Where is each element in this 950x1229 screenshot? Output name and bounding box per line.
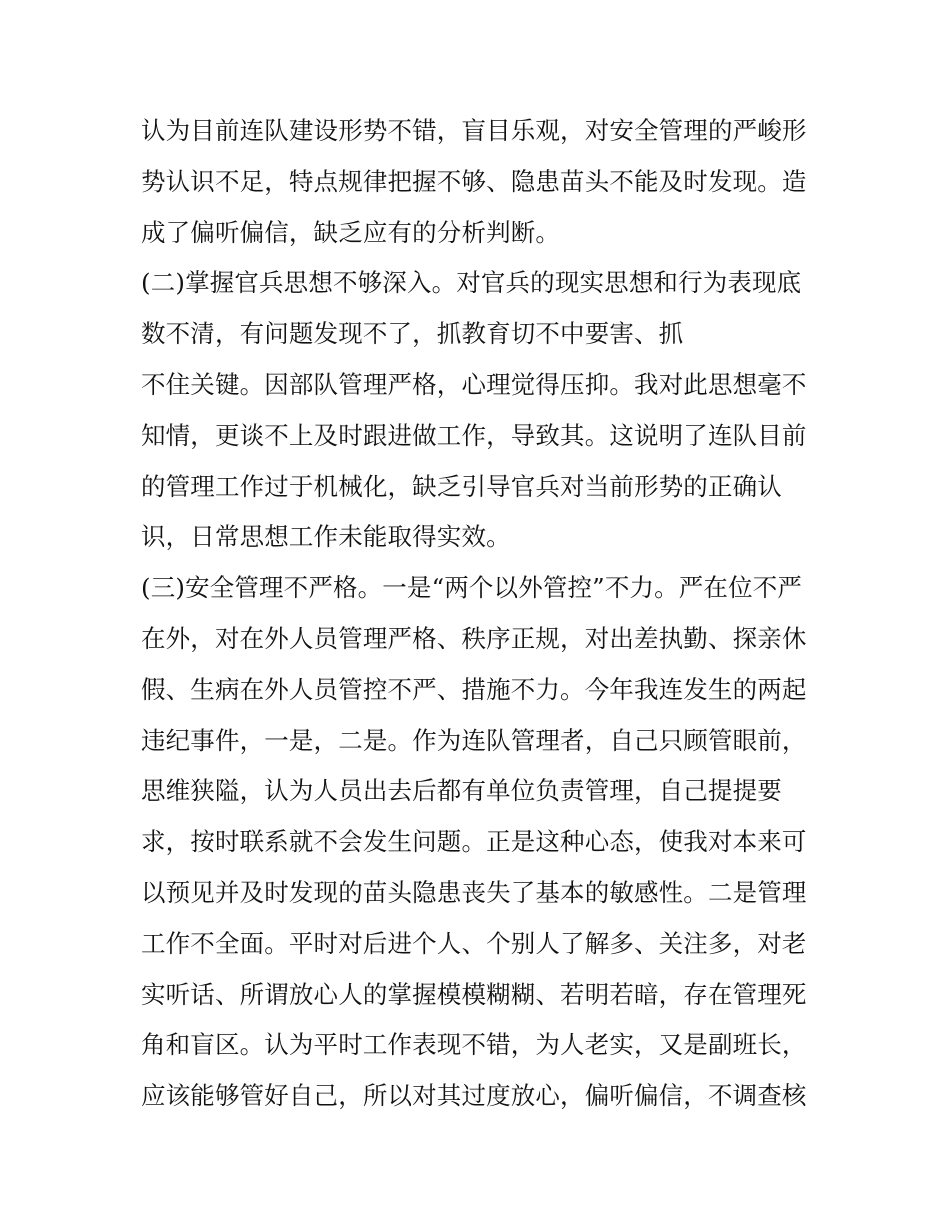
text-line: 以预见并及时发现的苗头隐患丧失了基本的敏感性。二是管理 <box>141 877 807 907</box>
text-line: 的管理工作过于机械化，缺乏引导官兵对当前形势的正确认 <box>141 471 782 501</box>
text-line: (三)安全管理不严格。一是“两个以外管控”不力。严在位不严 <box>141 573 803 603</box>
text-line: 思维狭隘，认为人员出去后都有单位负责管理，自己提提要 <box>141 776 782 806</box>
text-line: 不住关键。因部队管理严格，心理觉得压抑。我对此思想毫不 <box>141 369 807 399</box>
text-line: (二)掌握官兵思想不够深入。对官兵的现实思想和行为表现底 <box>141 268 802 298</box>
text-line: 实听话、所谓放心人的掌握模模糊糊、若明若暗，存在管理死 <box>141 979 807 1009</box>
text-line: 数不清，有问题发现不了，抓教育切不中要害、抓 <box>141 319 684 349</box>
text-line: 工作不全面。平时对后进个人、个别人了解多、关注多，对老 <box>141 928 807 958</box>
body-text <box>141 106 821 1122</box>
text-line: 假、生病在外人员管控不严、措施不力。今年我连发生的两起 <box>141 674 807 704</box>
text-line: 在外，对在外人员管理严格、秩序正规，对出差执勤、探亲休 <box>141 623 807 653</box>
text-line: 应该能够管好自己，所以对其过度放心，偏听偏信，不调查核 <box>141 1081 807 1111</box>
text-line: 成了偏听偏信，缺乏应有的分析判断。 <box>141 217 561 247</box>
text-line: 认为目前连队建设形势不错，盲目乐观，对安全管理的严峻形 <box>141 116 807 145</box>
text-line: 知情，更谈不上及时跟进做工作，导致其。这说明了连队目前 <box>141 420 807 450</box>
text-line: 角和盲区。认为平时工作表现不错，为人老实，又是副班长， <box>141 1030 807 1060</box>
text-line: 识，日常思想工作未能取得实效。 <box>141 522 511 552</box>
text-line: 势认识不足，特点规律把握不够、隐患苗头不能及时发现。造 <box>141 166 807 196</box>
text-line: 求，按时联系就不会发生问题。正是这种心态，使我对本来可 <box>141 827 807 857</box>
text-line: 违纪事件，一是，二是。作为连队管理者，自己只顾管眼前， <box>141 725 807 755</box>
